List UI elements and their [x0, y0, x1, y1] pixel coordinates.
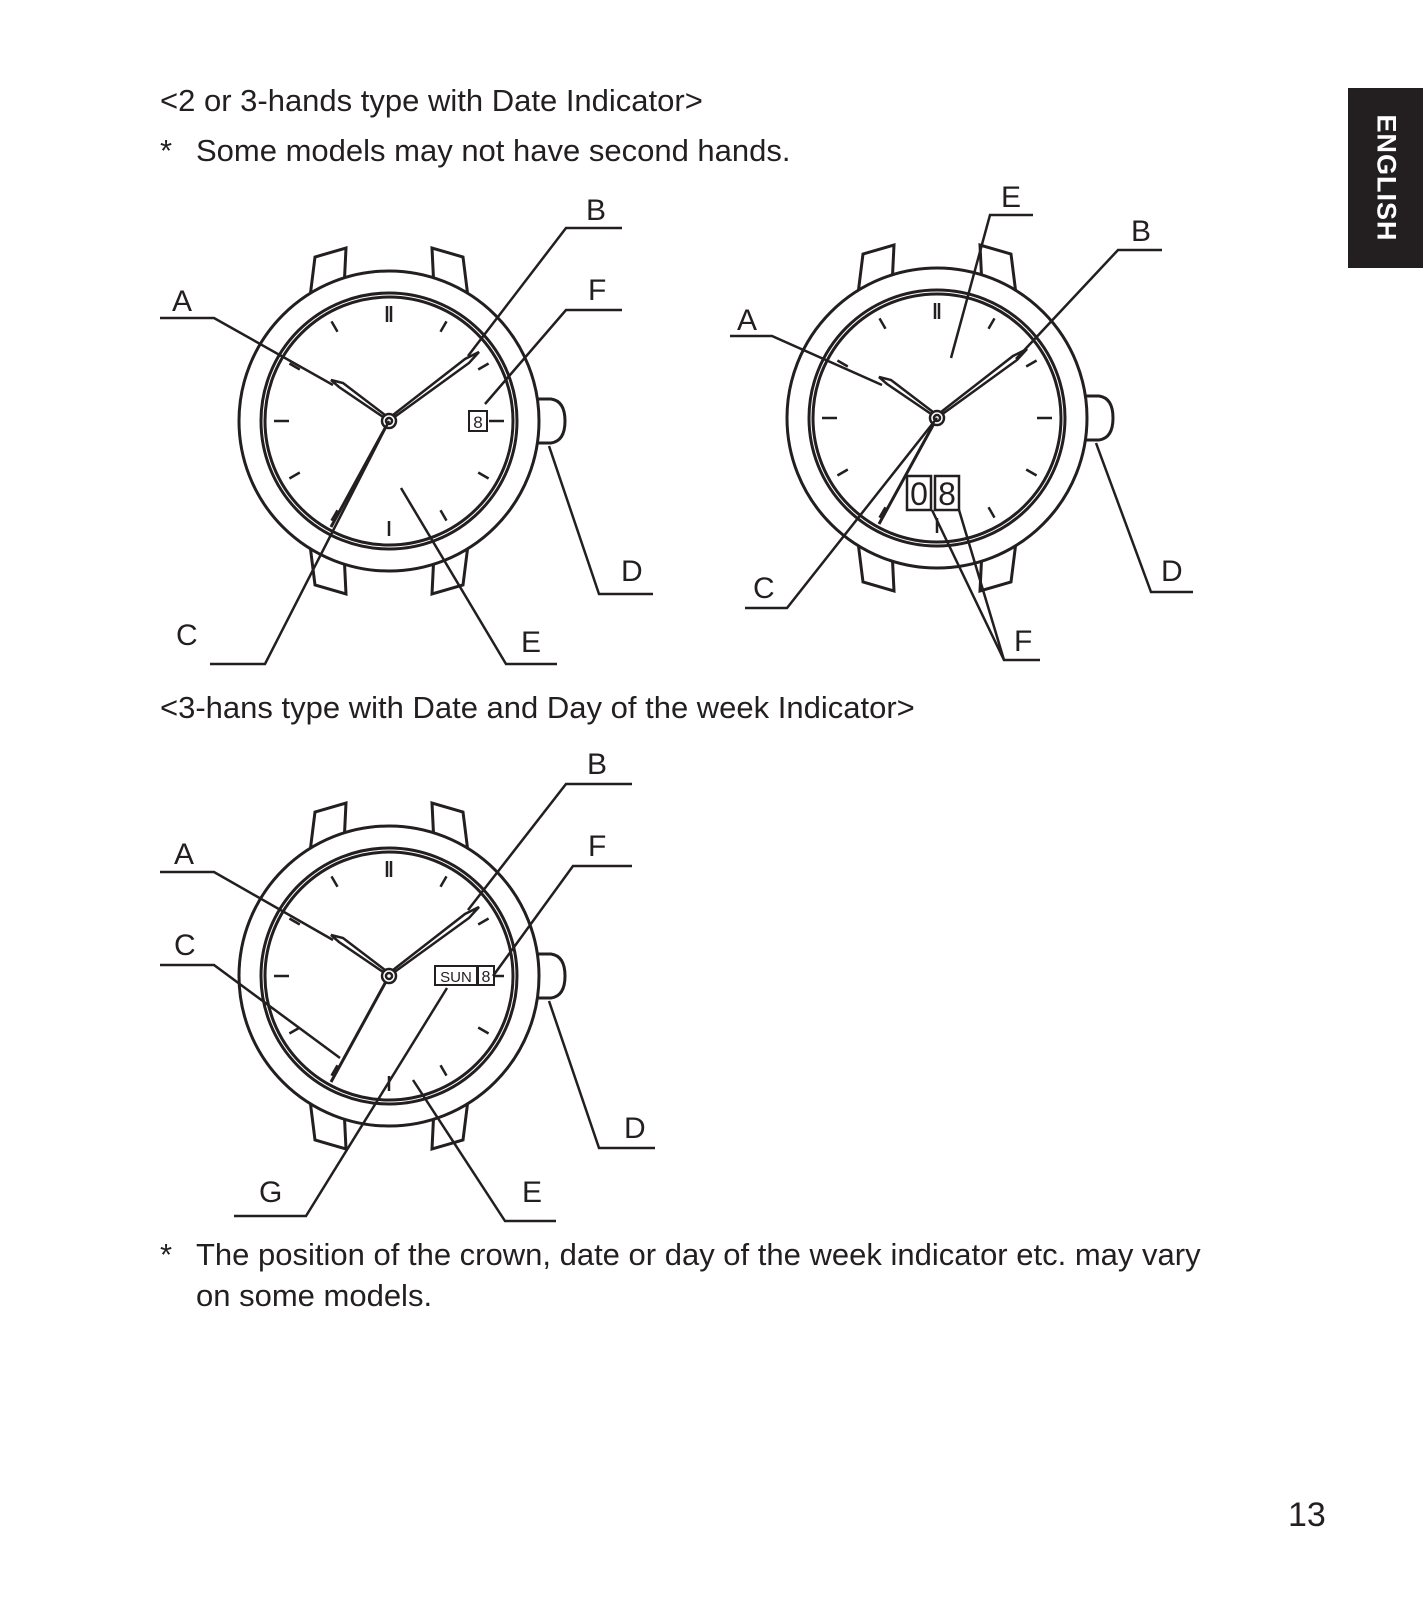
- watch-1-label-a: A: [172, 285, 193, 318]
- heading-2-or-3-hands: <2 or 3-hands type with Date Indicator>: [160, 83, 703, 118]
- watch-1-date-value: 8: [473, 413, 483, 432]
- page-number: 13: [1288, 1496, 1326, 1534]
- watch-3-label-e: E: [522, 1176, 543, 1209]
- note-position-vary-line1: The position of the crown, date or day of the week indicator etc. may vary: [196, 1237, 1201, 1272]
- watch-3-date-value: 8: [481, 969, 491, 986]
- watch-3-label-d: D: [624, 1112, 646, 1145]
- watch-2-big-date-indicator: [730, 181, 1193, 660]
- note-asterisk: *: [160, 133, 173, 168]
- watch-2-date-digit-2: 8: [938, 476, 956, 512]
- note-no-second-hands: Some models may not have second hands.: [196, 133, 791, 168]
- watch-1-label-e: E: [521, 626, 542, 659]
- watch-3-label-g: G: [259, 1176, 283, 1209]
- watch-3-label-a: A: [174, 838, 195, 871]
- watch-2-label-a: A: [737, 304, 758, 337]
- watch-2-label-e: E: [1001, 181, 1022, 214]
- note-position-vary-line2: on some models.: [196, 1278, 433, 1313]
- watch-3-day-date-indicator: [160, 748, 655, 1221]
- watch-1-label-c: C: [176, 619, 198, 652]
- watch-3-label-f: F: [588, 830, 607, 863]
- watch-2-label-f: F: [1014, 625, 1033, 658]
- watch-1-label-d: D: [621, 555, 643, 588]
- watch-1-label-f: F: [588, 274, 607, 307]
- watch-3-label-c: C: [174, 929, 196, 962]
- watch-2-label-b: B: [1131, 215, 1152, 248]
- watch-2-body: [787, 245, 1113, 591]
- watch-1-date-indicator: [160, 194, 653, 664]
- watch-1-body: [239, 248, 565, 594]
- note-asterisk: *: [160, 1237, 173, 1272]
- watch-2-label-d: D: [1161, 555, 1183, 588]
- language-tab-label: ENGLISH: [1371, 114, 1401, 242]
- watch-2-label-c: C: [753, 572, 775, 605]
- watch-3-day-value: SUN: [440, 969, 472, 986]
- watch-3-label-b: B: [587, 748, 608, 781]
- watch-3-body: [239, 803, 565, 1149]
- watch-2-date-digit-1: 0: [910, 476, 928, 512]
- watch-1-label-b: B: [586, 194, 607, 227]
- heading-day-date-type: <3-hans type with Date and Day of the week Indicator>: [160, 690, 915, 725]
